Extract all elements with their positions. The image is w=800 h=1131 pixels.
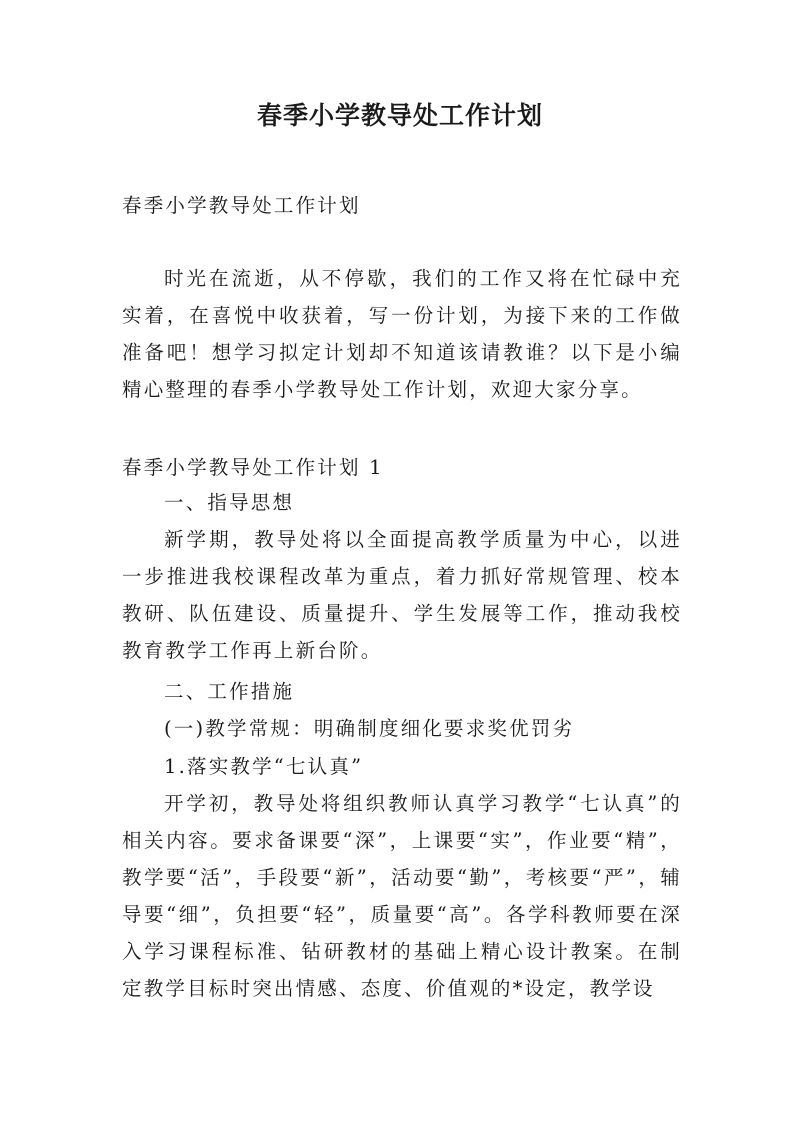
document-title: 春季小学教导处工作计划 (256, 101, 543, 130)
section-title: 春季小学教导处工作计划 1 (122, 456, 384, 479)
intro-paragraph: 时光在流逝，从不停歇，我们的工作又将在忙碌中充实着，在喜悦中收获着，写一份计划，为接下来的工作做准备吧！想学习拟定计划却不知道该请教谁？以下是小编精心整理的春季小学教导处工作计划，欢迎大家分享。 (122, 267, 682, 401)
heading-work-measures: 二、工作措施 (164, 680, 295, 703)
paragraph-seven-earnest: 开学初，教导处将组织教师认真学习教学“七认真”的相关内容。要求备课要“深”，上课要“实”，作业要“精”，教学要“活”，手段要“新”，活动要“勤”，考核要“严”，辅导要“细”，负担要“轻”，质量要“高”。各学科教师要在深入学习课程标准、钻研教材的基础上精心设计教案。在制定教学目标时突出情感、态度、价值观的*设定，教学设 (122, 792, 682, 1000)
item-seven-earnest: 1.落实教学“七认真” (164, 755, 364, 778)
subheading-teaching-routine: (一)教学常规：明确制度细化要求奖优罚劣 (164, 717, 575, 740)
heading-guiding-ideology: 一、指导思想 (164, 491, 295, 514)
paragraph-guiding-ideology: 新学期，教导处将以全面提高教学质量为中心，以进一步推进我校课程改革为重点，着力抓好常规管理、校本教研、队伍建设、质量提升、学生发展等工作，推动我校教育教学工作再上新台阶。 (122, 528, 682, 662)
document-subtitle: 春季小学教导处工作计划 (122, 194, 361, 217)
